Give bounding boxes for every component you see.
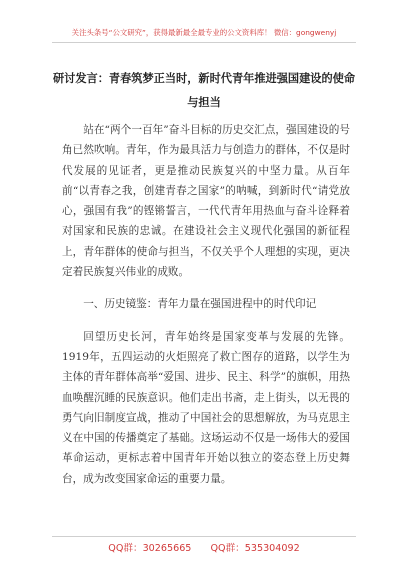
footer-qq-group-1: QQ群：30265665 [108, 543, 192, 554]
intro-paragraph: 站在“两个一百年”奋斗目标的历史交汇点，强国建设的号角已然吹响。青年，作为最具活力与创造力的群体，不仅是时代发展的见证者，更是推动民族复兴的中坚力量。从百年前“以青春之我，创建青春之国家”的呐喊，到新时代“请党放心，强国有我”的铿锵誓言，一代代青年用热血与奋斗诠释着对国家和民族的忠诚。在建设社会主义现代化强国的新征程上，青年群体的使命与担当，不仅关乎个人理想的实现，更决定着民族复兴伟业的成败。 [62, 124, 350, 279]
section-paragraph: 回望历史长河，青年始终是国家变革与发展的先锋。1919年，五四运动的火炬照亮了救亡图存的道路，以学生为主体的青年群体高举“爱国、进步、民主、科学”的旗帜，用热血唤醒沉睡的民族意识。他们走出书斋，走上街头，以无畏的勇气向旧制度宣战，推动了中国社会的思想解放，为马克思主义在中国的传播奠定了基础。这场运动不仅是一场伟大的爱国革命运动，更标志着中国青年开始以独立的姿态登上历史舞台，成为改变国家命运的重要力量。 [62, 330, 350, 485]
footer [0, 540, 408, 554]
section-heading: 一、历史镜鉴：青年力量在强国进程中的时代印记 [83, 298, 317, 311]
document-title: 研讨发言：青春筑梦正当时，新时代青年推进强国建设的使命与担当 [52, 71, 356, 109]
document-body [62, 120, 350, 489]
footer-qq-group-2: QQ群：535304092 [210, 543, 300, 554]
footer-divider [52, 536, 356, 537]
header-divider [52, 42, 356, 43]
header-promo-text: 关注头条号“公文研究”，获得最新最全最专业的公文资料库！ 微信：gongwenyj [71, 28, 337, 37]
